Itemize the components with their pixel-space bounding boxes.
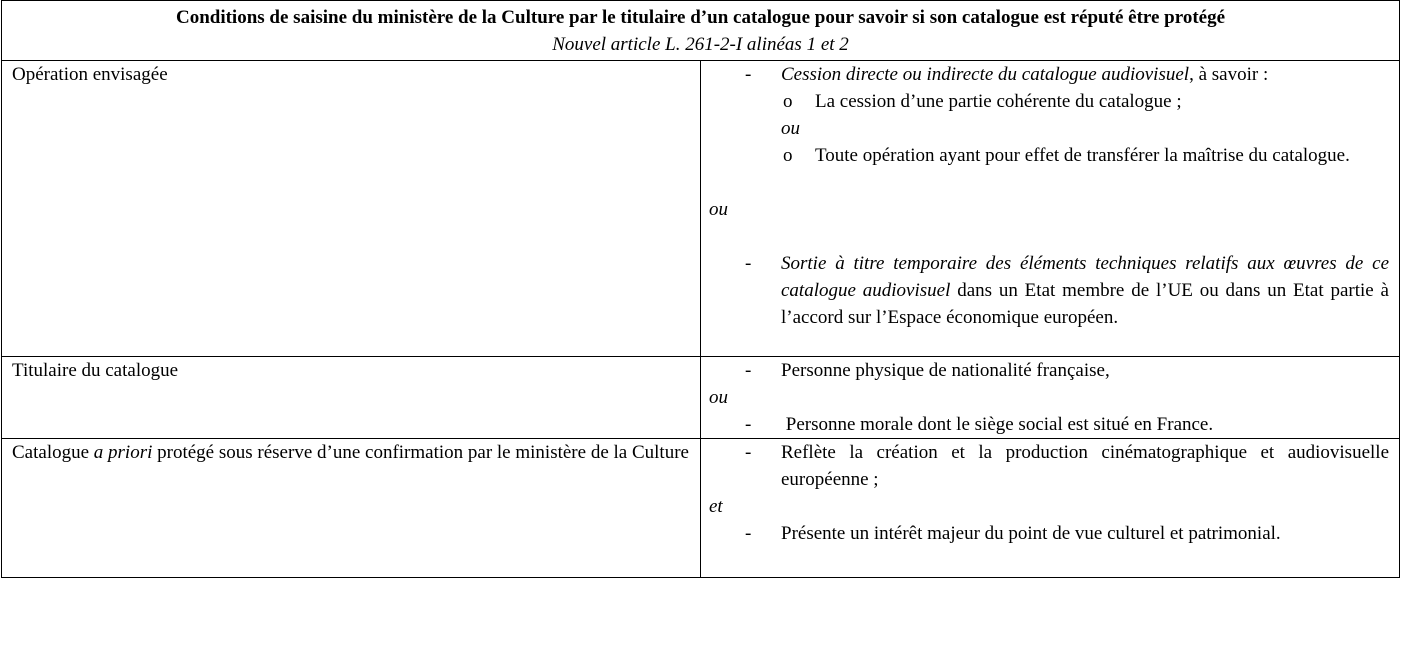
dash-bullet: - <box>745 414 752 435</box>
row-content-operation <box>701 61 1400 357</box>
sub-list-item: o La cession d’une partie cohérente du catalogue ; <box>745 88 1389 115</box>
dash-bullet: - <box>745 253 752 274</box>
list-item: - Sortie à titre temporaire des éléments techniques relatifs aux œuvres de ce catalogue audiovisuel dans un Etat membre de l’UE ou dans un Etat partie à l’accord sur l’Espace économique européen. <box>745 250 1389 331</box>
list-item: - Personne morale dont le siège social est situé en France. <box>745 411 1389 438</box>
table-header <box>2 1 1400 61</box>
connector: ou <box>709 199 728 220</box>
row-content-catalogue <box>701 439 1400 578</box>
sub-list-item: o Toute opération ayant pour effet de transférer la maîtrise du catalogue. <box>745 142 1389 169</box>
table-title: Conditions de saisine du ministère de la Culture par le titulaire d’un catalogue pour savoir si son catalogue est réputé être protégé <box>175 7 1226 28</box>
list-item: - Présente un intérêt majeur du point de vue culturel et patrimonial. <box>745 520 1389 547</box>
list-item: - Cession directe ou indirecte du catalogue audiovisuel, à savoir : <box>745 61 1389 88</box>
dash-bullet: - <box>745 442 752 463</box>
connector: et <box>709 496 723 517</box>
table-subtitle: Nouvel article L. 261-2-I alinéas 1 et 2 <box>552 34 849 55</box>
connector: ou <box>709 387 728 408</box>
row-label-operation: Opération envisagée <box>2 61 701 357</box>
conditions-table <box>1 0 1400 578</box>
row-label-catalogue: Catalogue a priori protégé sous réserve d’une confirmation par le ministère de la Culture <box>2 439 701 578</box>
sub-connector: ou <box>781 118 800 139</box>
list-item: - Personne physique de nationalité française, <box>745 357 1389 384</box>
row-content-titulaire <box>701 357 1400 439</box>
table-row-titulaire <box>2 357 1400 439</box>
table-row-catalogue <box>2 439 1400 578</box>
circle-bullet-icon: o <box>783 91 793 112</box>
circle-bullet-icon: o <box>783 145 793 166</box>
table-row-operation <box>2 61 1400 357</box>
dash-bullet: - <box>745 64 752 85</box>
dash-bullet: - <box>745 360 752 381</box>
list-item: - Reflète la création et la production cinématographique et audiovisuelle européenne ; <box>745 439 1389 493</box>
row-label-titulaire: Titulaire du catalogue <box>2 357 701 439</box>
dash-bullet: - <box>745 523 752 544</box>
